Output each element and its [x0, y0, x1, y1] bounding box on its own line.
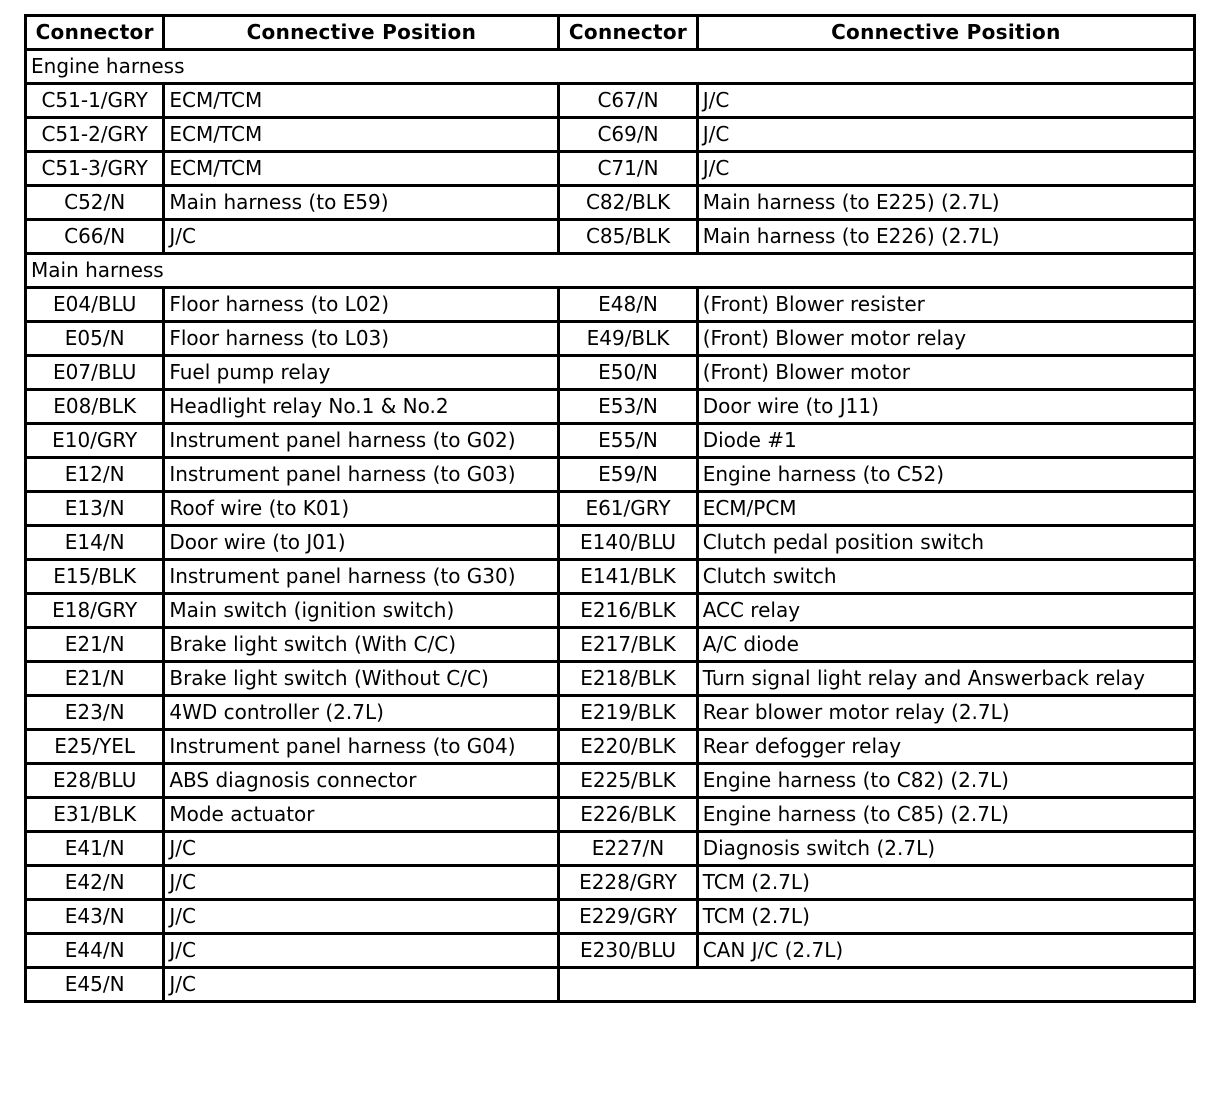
position-cell: Brake light switch (Without C/C): [164, 662, 559, 696]
position-cell: Headlight relay No.1 & No.2: [164, 390, 559, 424]
table-row: [26, 424, 1195, 458]
table-row: [26, 84, 1195, 118]
connector-cell: E15/BLK: [26, 560, 164, 594]
connector-cell: E141/BLK: [559, 560, 697, 594]
position-cell: Clutch switch: [697, 560, 1194, 594]
position-cell: (Front) Blower motor relay: [697, 322, 1194, 356]
connector-cell: E18/GRY: [26, 594, 164, 628]
table-row: [26, 866, 1195, 900]
connector-cell: E59/N: [559, 458, 697, 492]
connector-cell: E04/BLU: [26, 288, 164, 322]
connector-cell: E226/BLK: [559, 798, 697, 832]
position-cell: Brake light switch (With C/C): [164, 628, 559, 662]
connector-cell: E49/BLK: [559, 322, 697, 356]
position-cell: Main harness (to E225) (2.7L): [697, 186, 1194, 220]
connector-cell: E08/BLK: [26, 390, 164, 424]
header-connector-left: Connector: [26, 16, 164, 50]
table-row: [26, 560, 1195, 594]
connector-cell: E53/N: [559, 390, 697, 424]
section-title: Engine harness: [26, 50, 1195, 84]
table-row: [26, 322, 1195, 356]
position-cell: Engine harness (to C52): [697, 458, 1194, 492]
connector-cell: C85/BLK: [559, 220, 697, 254]
position-cell: ECM/PCM: [697, 492, 1194, 526]
section-row: [26, 254, 1195, 288]
position-cell: ECM/TCM: [164, 152, 559, 186]
position-cell: Diagnosis switch (2.7L): [697, 832, 1194, 866]
position-cell: Main harness (to E226) (2.7L): [697, 220, 1194, 254]
table-row: [26, 968, 1195, 1002]
position-cell: J/C: [164, 220, 559, 254]
connector-cell: E21/N: [26, 662, 164, 696]
header-position-right: Connective Position: [697, 16, 1194, 50]
position-cell: ECM/TCM: [164, 84, 559, 118]
header-row: [26, 16, 1195, 50]
position-cell: ABS diagnosis connector: [164, 764, 559, 798]
connector-cell: E55/N: [559, 424, 697, 458]
connector-cell: E220/BLK: [559, 730, 697, 764]
connector-cell: C69/N: [559, 118, 697, 152]
connector-cell: E230/BLU: [559, 934, 697, 968]
position-cell: Roof wire (to K01): [164, 492, 559, 526]
connector-cell: E219/BLK: [559, 696, 697, 730]
connector-table: [24, 14, 1196, 1003]
table-row: [26, 390, 1195, 424]
table-row: [26, 118, 1195, 152]
table-row: [26, 798, 1195, 832]
connector-cell: C66/N: [26, 220, 164, 254]
table-row: [26, 934, 1195, 968]
position-cell: ACC relay: [697, 594, 1194, 628]
position-cell: Turn signal light relay and Answerback relay: [697, 662, 1194, 696]
position-cell: TCM (2.7L): [697, 900, 1194, 934]
position-cell: J/C: [164, 900, 559, 934]
connector-cell: C51-1/GRY: [26, 84, 164, 118]
position-cell: J/C: [164, 832, 559, 866]
position-cell: Door wire (to J01): [164, 526, 559, 560]
connector-cell: C51-2/GRY: [26, 118, 164, 152]
connector-cell: E10/GRY: [26, 424, 164, 458]
connector-cell: E25/YEL: [26, 730, 164, 764]
table-row: [26, 764, 1195, 798]
position-cell: Rear blower motor relay (2.7L): [697, 696, 1194, 730]
table-row: [26, 628, 1195, 662]
position-cell: J/C: [164, 866, 559, 900]
connector-cell: E44/N: [26, 934, 164, 968]
connector-cell: E45/N: [26, 968, 164, 1002]
position-cell: ECM/TCM: [164, 118, 559, 152]
connector-cell: E13/N: [26, 492, 164, 526]
position-cell: Instrument panel harness (to G03): [164, 458, 559, 492]
connector-cell: E05/N: [26, 322, 164, 356]
position-cell: Clutch pedal position switch: [697, 526, 1194, 560]
connector-cell: E48/N: [559, 288, 697, 322]
connector-cell: E41/N: [26, 832, 164, 866]
position-cell: J/C: [697, 118, 1194, 152]
section-title: Main harness: [26, 254, 1195, 288]
connector-cell: E50/N: [559, 356, 697, 390]
connector-cell: E28/BLU: [26, 764, 164, 798]
position-cell: Instrument panel harness (to G30): [164, 560, 559, 594]
table-row: [26, 458, 1195, 492]
table-row: [26, 288, 1195, 322]
header-connector-right: Connector: [559, 16, 697, 50]
connector-cell: E43/N: [26, 900, 164, 934]
connector-cell: E140/BLU: [559, 526, 697, 560]
position-cell: 4WD controller (2.7L): [164, 696, 559, 730]
connector-cell: E42/N: [26, 866, 164, 900]
connector-cell: C67/N: [559, 84, 697, 118]
position-cell: Rear defogger relay: [697, 730, 1194, 764]
connector-cell: E14/N: [26, 526, 164, 560]
position-cell: Mode actuator: [164, 798, 559, 832]
table-row: [26, 900, 1195, 934]
table-row: [26, 696, 1195, 730]
position-cell: (Front) Blower resister: [697, 288, 1194, 322]
position-cell: Fuel pump relay: [164, 356, 559, 390]
table-row: [26, 220, 1195, 254]
position-cell: J/C: [164, 968, 559, 1002]
connector-cell: E07/BLU: [26, 356, 164, 390]
position-cell: Main switch (ignition switch): [164, 594, 559, 628]
table-row: [26, 186, 1195, 220]
connector-cell: E227/N: [559, 832, 697, 866]
table-row: [26, 526, 1195, 560]
position-cell: Instrument panel harness (to G02): [164, 424, 559, 458]
connector-cell: E217/BLK: [559, 628, 697, 662]
connector-cell: C52/N: [26, 186, 164, 220]
position-cell: TCM (2.7L): [697, 866, 1194, 900]
connector-cell: C82/BLK: [559, 186, 697, 220]
connector-cell: E12/N: [26, 458, 164, 492]
position-cell: Diode #1: [697, 424, 1194, 458]
position-cell: A/C diode: [697, 628, 1194, 662]
position-cell: J/C: [697, 152, 1194, 186]
position-cell: (Front) Blower motor: [697, 356, 1194, 390]
table-row: [26, 730, 1195, 764]
table-row: [26, 492, 1195, 526]
table-row: [26, 832, 1195, 866]
connector-cell: E229/GRY: [559, 900, 697, 934]
table-row: [26, 594, 1195, 628]
connector-cell: E23/N: [26, 696, 164, 730]
position-cell: Floor harness (to L03): [164, 322, 559, 356]
position-cell: Instrument panel harness (to G04): [164, 730, 559, 764]
position-cell: Main harness (to E59): [164, 186, 559, 220]
position-cell: CAN J/C (2.7L): [697, 934, 1194, 968]
position-cell: Door wire (to J11): [697, 390, 1194, 424]
table-row: [26, 356, 1195, 390]
connector-cell: E225/BLK: [559, 764, 697, 798]
position-cell: J/C: [697, 84, 1194, 118]
connector-cell: C51-3/GRY: [26, 152, 164, 186]
header-position-left: Connective Position: [164, 16, 559, 50]
position-cell: J/C: [164, 934, 559, 968]
empty-cell: [559, 968, 1195, 1002]
connector-cell: C71/N: [559, 152, 697, 186]
connector-cell: E61/GRY: [559, 492, 697, 526]
connector-cell: E31/BLK: [26, 798, 164, 832]
connector-cell: E228/GRY: [559, 866, 697, 900]
position-cell: Engine harness (to C82) (2.7L): [697, 764, 1194, 798]
position-cell: Engine harness (to C85) (2.7L): [697, 798, 1194, 832]
connector-cell: E21/N: [26, 628, 164, 662]
connector-cell: E218/BLK: [559, 662, 697, 696]
position-cell: Floor harness (to L02): [164, 288, 559, 322]
connector-cell: E216/BLK: [559, 594, 697, 628]
section-row: [26, 50, 1195, 84]
table-row: [26, 152, 1195, 186]
table-row: [26, 662, 1195, 696]
